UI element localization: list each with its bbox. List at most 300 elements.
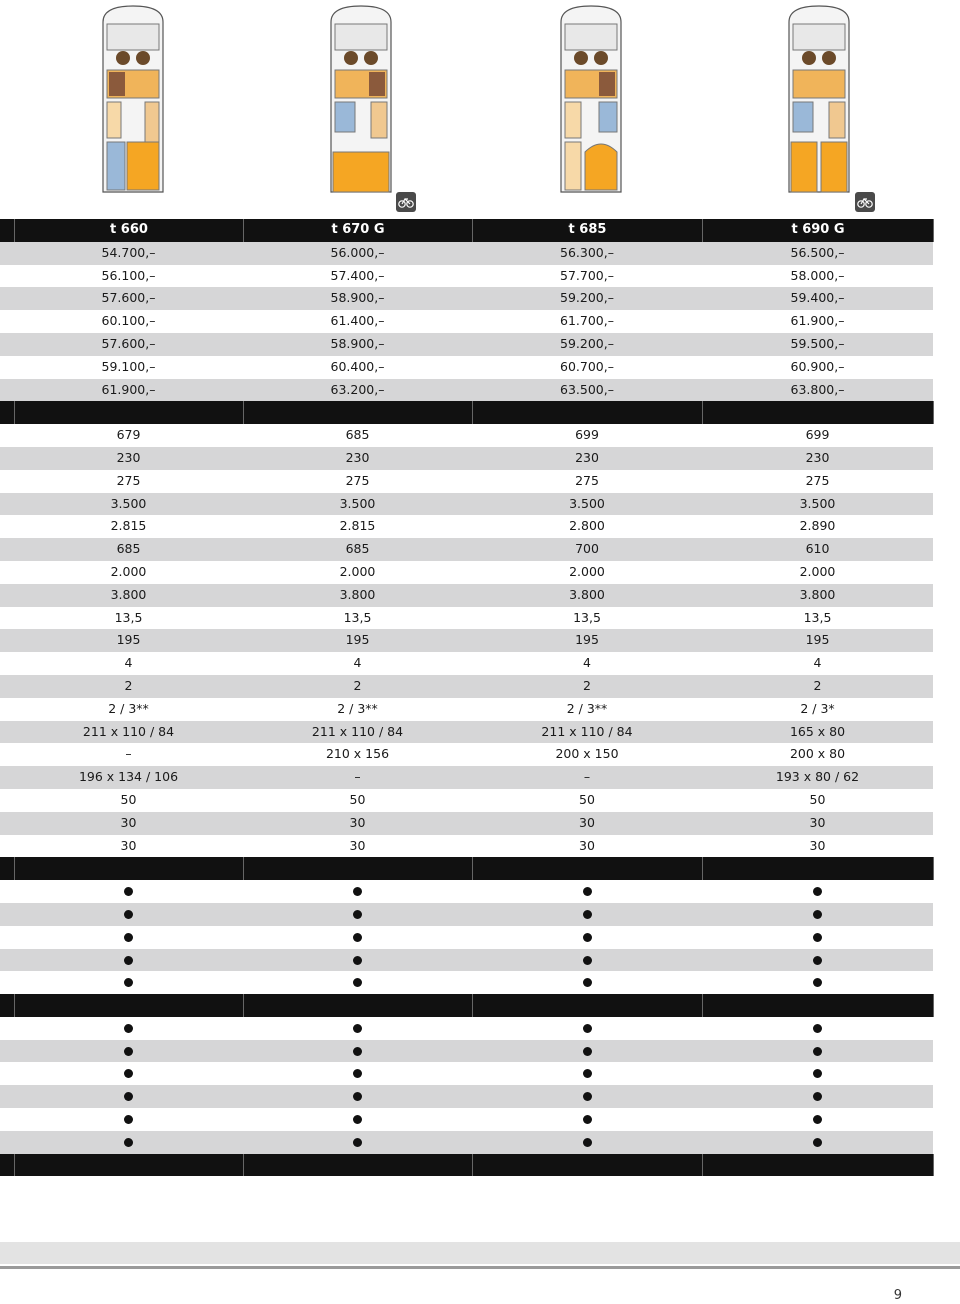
row-label [0, 789, 14, 812]
table-row [0, 1108, 933, 1131]
table-cell [244, 1154, 473, 1177]
table-cell [702, 1040, 933, 1063]
table-row [0, 949, 933, 972]
included-bullet-icon [813, 910, 822, 919]
footer-bar [0, 1242, 960, 1264]
table-cell: 3.500 [110, 495, 147, 511]
table-cell: 3.500 [569, 495, 605, 511]
table-row [0, 971, 933, 994]
row-label [0, 1017, 14, 1040]
table-cell [472, 949, 702, 972]
row-label [0, 584, 14, 607]
row-label [0, 835, 14, 858]
table-cell: 2.000 [569, 563, 605, 579]
table-row [0, 721, 933, 744]
included-bullet-icon [583, 1115, 592, 1124]
included-bullet-icon [583, 887, 592, 896]
table-cell: 195 [116, 632, 141, 648]
included-bullet-icon [353, 1138, 362, 1147]
table-cell [472, 926, 702, 949]
table-cell: 2 / 3* [800, 700, 835, 716]
table-cell [243, 926, 472, 949]
included-bullet-icon [583, 1092, 592, 1101]
table-cell [14, 880, 243, 903]
table-cell: 230 [345, 449, 370, 465]
table-cell [702, 1108, 933, 1131]
table-cell: 60.900,– [790, 358, 845, 374]
table-cell [243, 1131, 472, 1154]
row-label [0, 721, 14, 744]
table-cell: 56.500,– [790, 244, 845, 260]
table-cell [14, 926, 243, 949]
table-cell: 196 x 134 / 106 [78, 769, 179, 785]
table-cell: 211 x 110 / 84 [82, 723, 175, 739]
table-cell: 230 [575, 449, 599, 465]
table-cell: 30 [120, 837, 137, 853]
table-cell: 50 [349, 791, 366, 807]
table-cell [14, 1017, 243, 1040]
included-bullet-icon [583, 933, 592, 942]
table-row [0, 242, 933, 265]
table-cell [14, 1040, 243, 1063]
row-label [0, 424, 14, 447]
included-bullet-icon [124, 933, 133, 942]
section-divider-row [0, 1154, 933, 1177]
table-cell: 2 [353, 677, 362, 693]
row-label [0, 675, 14, 698]
table-row [0, 561, 933, 584]
table-cell [473, 857, 703, 880]
table-cell: 2 [583, 677, 591, 693]
table-row [0, 493, 933, 516]
table-cell [702, 971, 933, 994]
table-cell [15, 857, 244, 880]
table-cell [244, 401, 473, 424]
table-cell: 30 [809, 837, 826, 853]
table-cell: 195 [575, 632, 599, 648]
included-bullet-icon [124, 1138, 133, 1147]
table-cell: 2 / 3** [108, 700, 149, 716]
table-cell [472, 903, 702, 926]
table-cell: – [125, 746, 132, 762]
table-cell: 4 [353, 655, 362, 671]
included-bullet-icon [124, 1047, 133, 1056]
table-cell: 63.200,– [330, 381, 385, 397]
table-cell: 610 [805, 541, 830, 557]
table-row [0, 926, 933, 949]
table-cell: 4 [813, 655, 822, 671]
table-row [0, 333, 933, 356]
table-cell: 679 [116, 427, 141, 443]
table-cell [703, 994, 934, 1017]
row-label [0, 333, 14, 356]
table-cell: 50 [809, 791, 826, 807]
row-label [0, 401, 15, 424]
page-number: 9 [893, 1288, 902, 1303]
table-cell: 57.600,– [101, 290, 156, 306]
table-cell: 57.600,– [101, 335, 156, 351]
table-cell: 230 [116, 449, 141, 465]
model-header-cell: t 690 G [703, 219, 934, 242]
table-cell: 2.000 [799, 563, 836, 579]
table-cell: 685 [345, 541, 370, 557]
table-cell: 59.400,– [790, 290, 845, 306]
row-label [0, 470, 14, 493]
included-bullet-icon [583, 956, 592, 965]
table-cell: 2 [124, 677, 133, 693]
table-cell: 58.900,– [330, 290, 385, 306]
table-cell: 3.800 [799, 586, 836, 602]
table-cell: 165 x 80 [789, 723, 846, 739]
table-row [0, 812, 933, 835]
table-cell: 30 [579, 814, 595, 830]
table-cell: 58.900,– [330, 335, 385, 351]
included-bullet-icon [583, 978, 592, 987]
included-bullet-icon [353, 933, 362, 942]
row-label [0, 971, 14, 994]
spec-table [0, 219, 933, 1176]
table-row [0, 1131, 933, 1154]
included-bullet-icon [583, 1138, 592, 1147]
table-row [0, 265, 933, 288]
model-header-cell: t 670 G [244, 219, 473, 242]
table-cell: 61.900,– [101, 381, 156, 397]
table-cell: 3.800 [339, 586, 376, 602]
table-cell: 30 [349, 837, 366, 853]
table-cell [244, 994, 473, 1017]
row-label [0, 356, 14, 379]
table-cell [702, 926, 933, 949]
table-cell [473, 401, 703, 424]
table-cell [702, 1131, 933, 1154]
table-row [0, 607, 933, 630]
row-label [0, 287, 14, 310]
table-cell [472, 1062, 702, 1085]
table-cell [243, 1017, 472, 1040]
table-cell: 13,5 [343, 609, 372, 625]
row-label [0, 493, 14, 516]
table-cell [472, 1085, 702, 1108]
floor-plan-t690g [771, 2, 867, 194]
row-label [0, 880, 14, 903]
table-cell [15, 401, 244, 424]
table-cell [15, 994, 244, 1017]
table-cell: 699 [805, 427, 830, 443]
row-label [0, 652, 14, 675]
included-bullet-icon [353, 887, 362, 896]
table-cell: 2 / 3** [566, 700, 608, 716]
table-row [0, 1040, 933, 1063]
table-cell [702, 880, 933, 903]
table-row [0, 766, 933, 789]
table-cell: 193 x 80 / 62 [775, 769, 860, 785]
bicycle-icon [855, 192, 875, 212]
table-cell [702, 1085, 933, 1108]
table-cell: 4 [124, 655, 133, 671]
included-bullet-icon [353, 956, 362, 965]
table-cell: 56.100,– [101, 267, 156, 283]
table-cell: 699 [575, 427, 599, 443]
table-cell [14, 1108, 243, 1131]
table-cell: 59.100,– [101, 358, 156, 374]
table-cell [15, 1154, 244, 1177]
table-row [0, 1062, 933, 1085]
included-bullet-icon [813, 887, 822, 896]
table-row [0, 1085, 933, 1108]
table-row [0, 379, 933, 402]
table-cell: 275 [116, 472, 141, 488]
table-cell [243, 949, 472, 972]
table-cell: 59.200,– [560, 290, 614, 306]
included-bullet-icon [813, 1115, 822, 1124]
table-cell: 200 x 80 [789, 746, 846, 762]
included-bullet-icon [124, 910, 133, 919]
table-cell [14, 949, 243, 972]
table-cell [702, 1017, 933, 1040]
table-cell: 30 [120, 814, 137, 830]
table-row [0, 1017, 933, 1040]
table-cell [243, 1108, 472, 1131]
row-label [0, 766, 14, 789]
table-cell: 2.000 [110, 563, 147, 579]
row-label [0, 1085, 14, 1108]
row-label [0, 379, 14, 402]
bicycle-icon [396, 192, 416, 212]
table-row [0, 424, 933, 447]
table-cell: 13,5 [803, 609, 832, 625]
table-cell [14, 971, 243, 994]
table-cell: 700 [575, 541, 599, 557]
table-cell: 13,5 [114, 609, 143, 625]
table-cell: 61.400,– [330, 313, 385, 329]
table-cell: 2.815 [110, 518, 147, 534]
table-cell: 2.815 [339, 518, 376, 534]
row-label [0, 447, 14, 470]
included-bullet-icon [813, 1069, 822, 1078]
table-cell: – [583, 769, 591, 785]
included-bullet-icon [124, 956, 133, 965]
included-bullet-icon [583, 1069, 592, 1078]
row-label [0, 1062, 14, 1085]
row-label [0, 994, 15, 1017]
floor-plan-t685 [543, 2, 639, 194]
table-cell [473, 1154, 703, 1177]
table-cell: 63.800,– [790, 381, 845, 397]
table-cell [472, 1040, 702, 1063]
table-cell [243, 1085, 472, 1108]
row-label [0, 515, 14, 538]
table-row [0, 743, 933, 766]
table-row [0, 584, 933, 607]
table-cell: 3.800 [110, 586, 147, 602]
table-row [0, 789, 933, 812]
included-bullet-icon [124, 1024, 133, 1033]
table-cell: 61.900,– [790, 313, 845, 329]
included-bullet-icon [124, 887, 133, 896]
table-cell [14, 1085, 243, 1108]
table-cell [702, 1062, 933, 1085]
table-cell: 275 [345, 472, 370, 488]
included-bullet-icon [583, 1047, 592, 1056]
included-bullet-icon [124, 978, 133, 987]
table-cell: 275 [575, 472, 599, 488]
included-bullet-icon [813, 1047, 822, 1056]
table-cell: – [354, 769, 361, 785]
row-label [0, 629, 14, 652]
table-cell: 2 / 3** [337, 700, 378, 716]
table-row [0, 310, 933, 333]
table-cell [472, 1108, 702, 1131]
table-cell: 685 [345, 427, 370, 443]
table-cell: 685 [116, 541, 141, 557]
included-bullet-icon [353, 1115, 362, 1124]
table-cell: 2.890 [799, 518, 836, 534]
row-label [0, 538, 14, 561]
table-cell: 59.500,– [790, 335, 845, 351]
table-cell [473, 994, 703, 1017]
table-cell: 60.100,– [101, 313, 156, 329]
table-cell: 30 [579, 837, 595, 853]
included-bullet-icon [353, 1069, 362, 1078]
floor-plan-t660 [85, 2, 181, 194]
included-bullet-icon [813, 956, 822, 965]
table-cell: 61.700,– [560, 313, 614, 329]
table-cell [702, 903, 933, 926]
table-cell: 60.700,– [560, 358, 614, 374]
row-label [0, 219, 15, 242]
included-bullet-icon [353, 1092, 362, 1101]
included-bullet-icon [583, 1024, 592, 1033]
table-row [0, 447, 933, 470]
table-cell [243, 971, 472, 994]
table-cell [703, 401, 934, 424]
included-bullet-icon [813, 1092, 822, 1101]
row-label [0, 1040, 14, 1063]
table-row [0, 629, 933, 652]
table-cell [14, 1062, 243, 1085]
model-header-cell: t 660 [15, 219, 244, 242]
row-label [0, 903, 14, 926]
table-cell: 195 [805, 632, 830, 648]
included-bullet-icon [353, 1024, 362, 1033]
table-cell: 4 [583, 655, 591, 671]
table-cell: 3.500 [799, 495, 836, 511]
table-cell: 50 [120, 791, 137, 807]
included-bullet-icon [124, 1069, 133, 1078]
table-cell: 58.000,– [790, 267, 845, 283]
row-label [0, 265, 14, 288]
table-cell: 200 x 150 [555, 746, 619, 762]
table-cell: 230 [805, 449, 830, 465]
row-label [0, 949, 14, 972]
row-label [0, 857, 15, 880]
table-cell: 56.300,– [560, 244, 614, 260]
section-divider-row [0, 857, 933, 880]
included-bullet-icon [353, 978, 362, 987]
table-cell [243, 903, 472, 926]
table-row [0, 835, 933, 858]
table-row [0, 652, 933, 675]
section-divider-row [0, 994, 933, 1017]
row-label [0, 1108, 14, 1131]
table-cell [243, 880, 472, 903]
table-row [0, 470, 933, 493]
footer-line [0, 1266, 960, 1269]
table-row [0, 698, 933, 721]
table-cell: 211 x 110 / 84 [541, 723, 633, 739]
table-cell [472, 971, 702, 994]
table-cell: 30 [809, 814, 826, 830]
row-label [0, 1154, 15, 1177]
table-cell [472, 1131, 702, 1154]
table-cell: 30 [349, 814, 366, 830]
table-cell [702, 949, 933, 972]
table-cell: 211 x 110 / 84 [311, 723, 404, 739]
table-cell [472, 1017, 702, 1040]
row-label [0, 1131, 14, 1154]
table-cell: 3.800 [569, 586, 605, 602]
table-cell: 3.500 [339, 495, 376, 511]
table-cell [244, 857, 473, 880]
table-cell: 2.000 [339, 563, 376, 579]
row-label [0, 607, 14, 630]
table-cell: 57.700,– [560, 267, 614, 283]
floor-plan-t670g [313, 2, 409, 194]
table-cell [14, 903, 243, 926]
table-cell: 59.200,– [560, 335, 614, 351]
table-cell [14, 1131, 243, 1154]
table-cell [243, 1040, 472, 1063]
row-label [0, 310, 14, 333]
section-divider-row [0, 401, 933, 424]
table-cell: 2.800 [569, 518, 605, 534]
included-bullet-icon [124, 1092, 133, 1101]
table-row [0, 880, 933, 903]
table-row [0, 903, 933, 926]
table-cell [703, 1154, 934, 1177]
included-bullet-icon [124, 1115, 133, 1124]
table-cell: 60.400,– [330, 358, 385, 374]
table-cell: 57.400,– [330, 267, 385, 283]
row-label [0, 698, 14, 721]
table-row [0, 515, 933, 538]
model-header-cell: t 685 [473, 219, 703, 242]
row-label [0, 812, 14, 835]
table-cell: 13,5 [573, 609, 601, 625]
table-cell: 50 [579, 791, 595, 807]
included-bullet-icon [353, 1047, 362, 1056]
row-label [0, 242, 14, 265]
table-cell: 56.000,– [330, 244, 385, 260]
row-label [0, 926, 14, 949]
table-row [0, 356, 933, 379]
table-row [0, 287, 933, 310]
table-cell: 195 [345, 632, 370, 648]
table-cell [472, 880, 702, 903]
table-cell: 2 [813, 677, 822, 693]
table-row [0, 538, 933, 561]
table-cell: 63.500,– [560, 381, 614, 397]
header-row [0, 219, 933, 242]
included-bullet-icon [813, 933, 822, 942]
included-bullet-icon [583, 910, 592, 919]
table-cell: 210 x 156 [325, 746, 390, 762]
table-row [0, 675, 933, 698]
included-bullet-icon [813, 978, 822, 987]
row-label [0, 561, 14, 584]
table-cell [243, 1062, 472, 1085]
included-bullet-icon [813, 1024, 822, 1033]
